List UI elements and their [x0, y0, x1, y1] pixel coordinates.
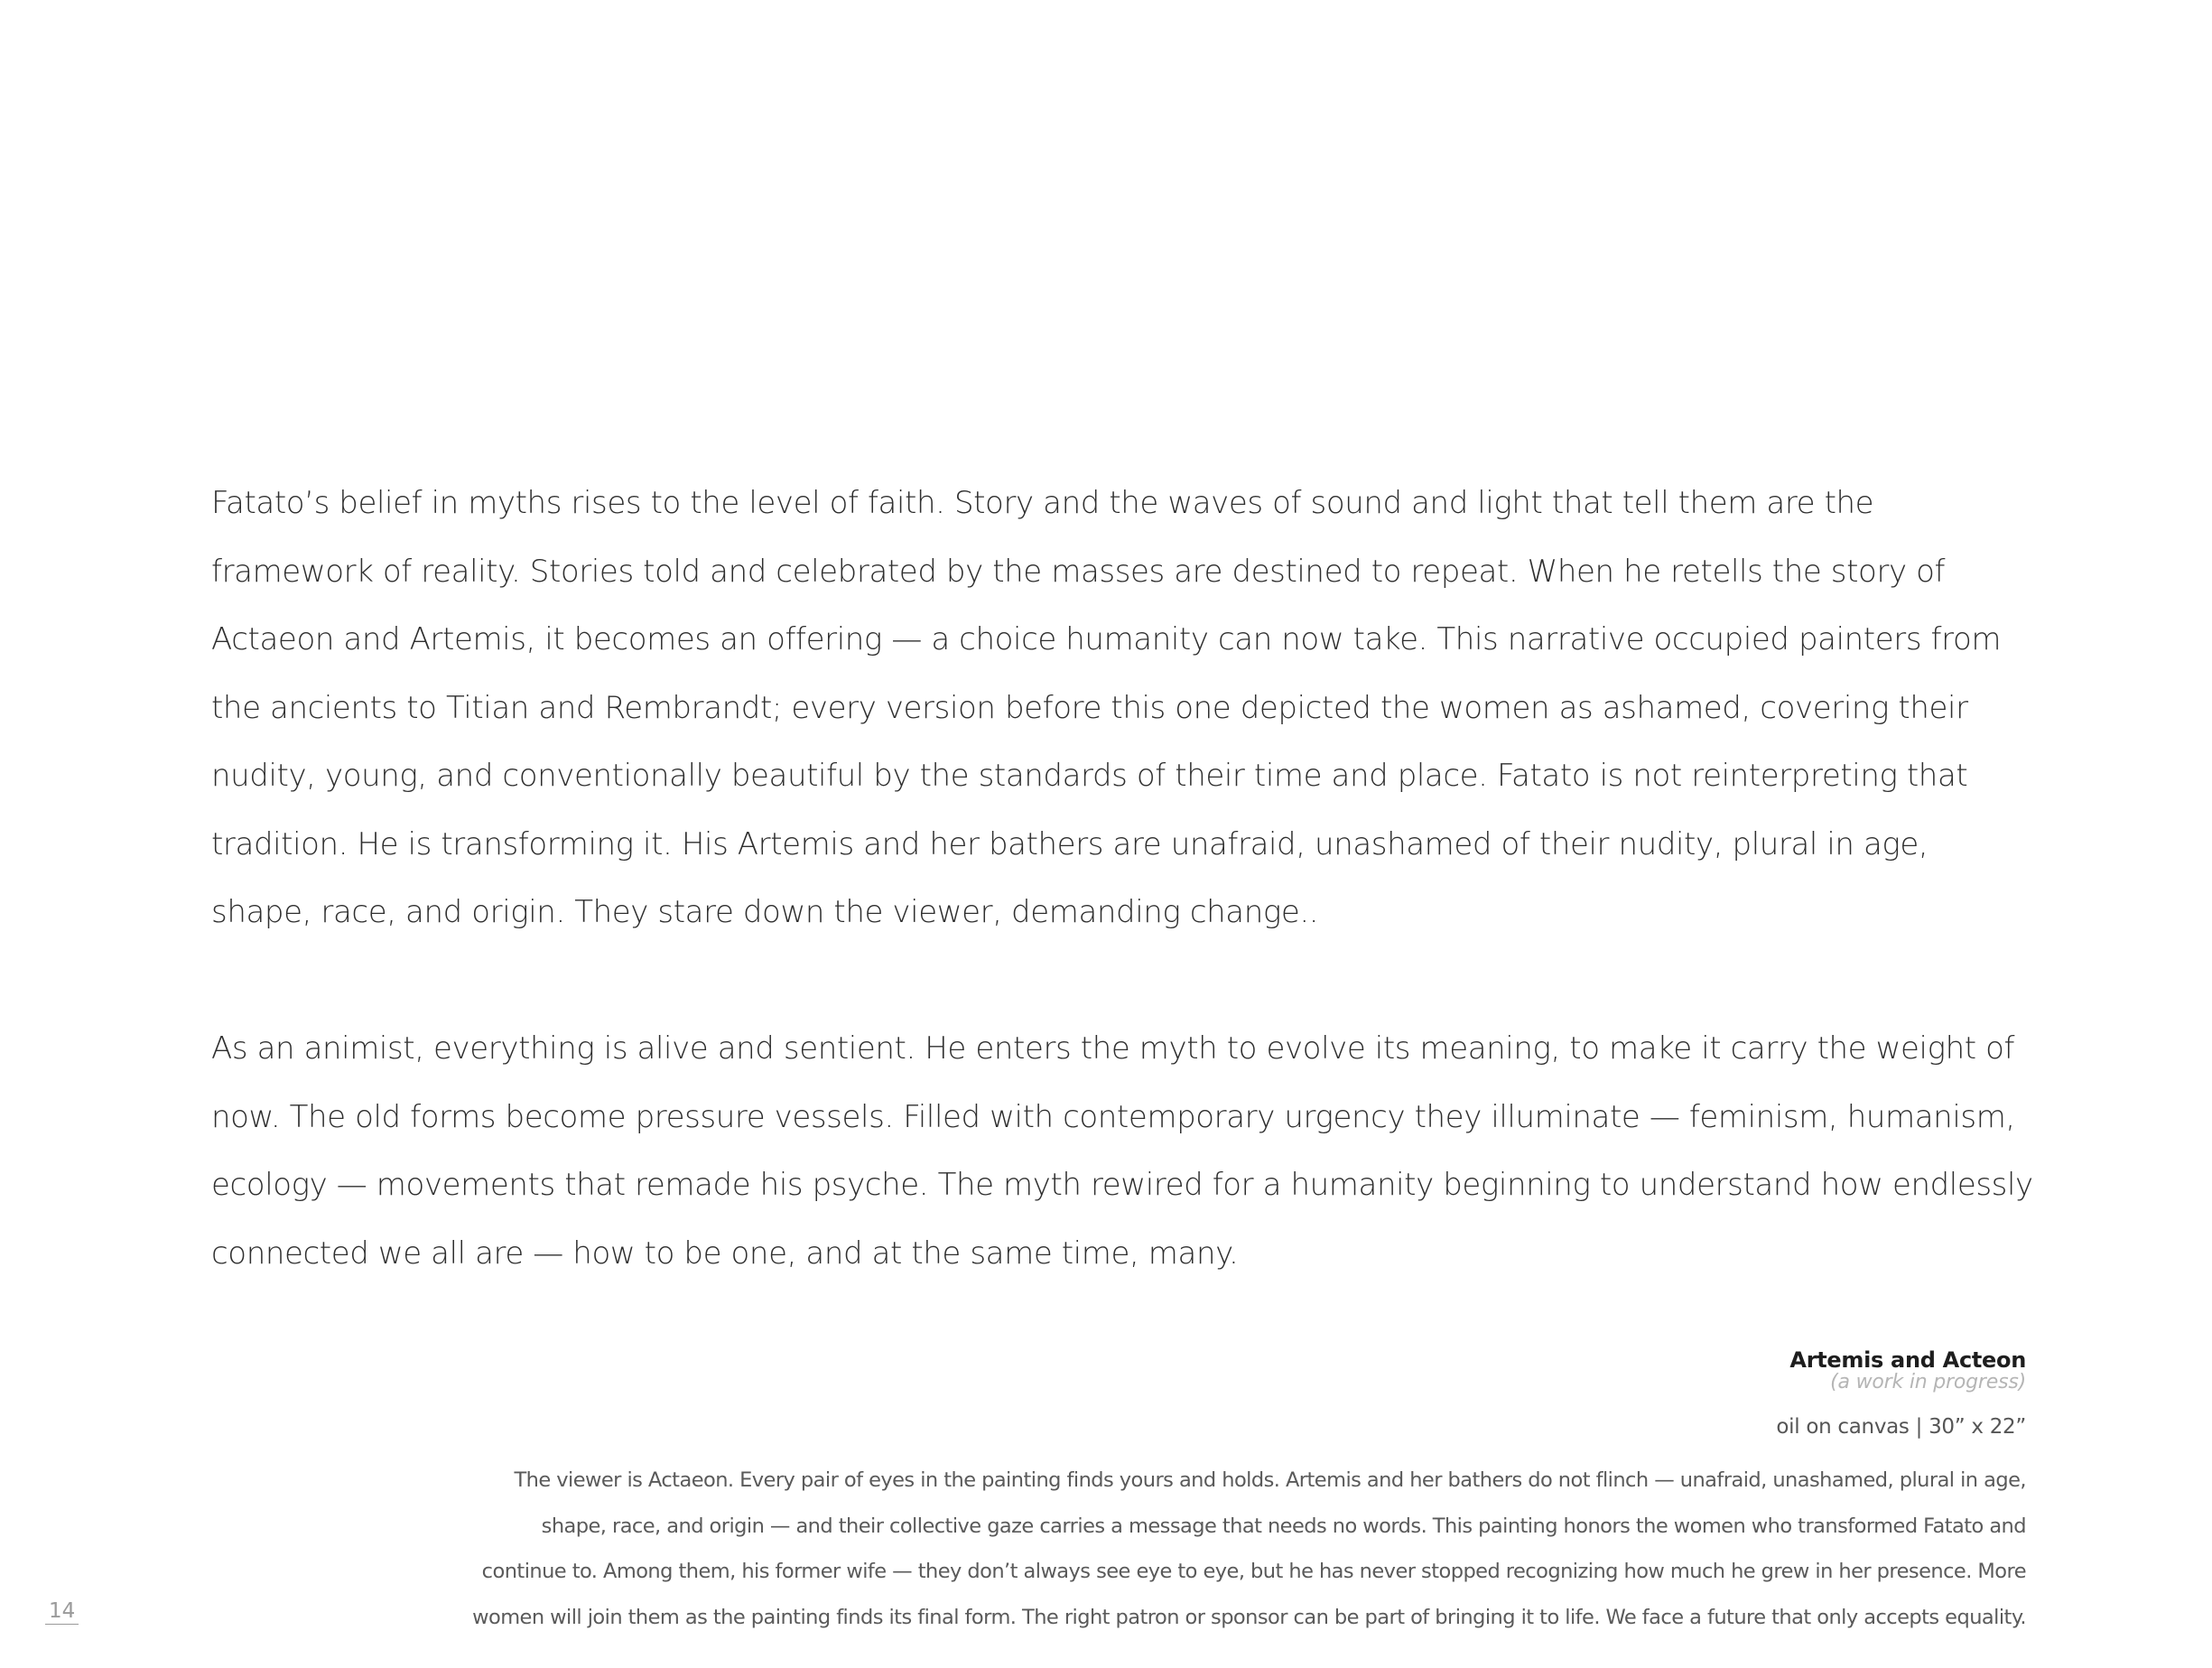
body-copy	[211, 470, 2035, 1288]
artwork-caption	[311, 1347, 2026, 1640]
body-paragraph-1: Fatato’s belief in myths rises to the level of faith. Story and the waves of sound and light that tell them are the framework of reality. Stories told and celebrated by the masses are destined to repeat. When he retells the story of Actaeon and Artemis, it becomes an offering — a choice humanity can now take. This narrative occupied painters from the ancients to Titian and Rembrandt; every version before this one depicted the women as ashamed, covering their nudity, young, and conventionally beautiful by the standards of their time and place. Fatato is not reinterpreting that tradition. He is transforming it. His Artemis and her bathers are unafraid, unashamed of their nudity, plural in age, shape, race, and origin. They stare down the viewer, demanding change..	[211, 485, 2002, 930]
artwork-description	[311, 1458, 2026, 1640]
artwork-description-line: women will join them as the painting finds its final form. The right patron or sponsor can be part of bringing it to life. We face a future that only accepts equality.	[472, 1605, 2026, 1629]
artwork-description-line: shape, race, and origin — and their collective gaze carries a message that needs no words. This painting honors the women who transformed Fatato and	[541, 1514, 2026, 1538]
artwork-description-line: The viewer is Actaeon. Every pair of eyes in the painting finds yours and holds. Artemis and her bathers do not flinch — unafraid, unashamed, plural in age,	[514, 1468, 2026, 1492]
page-number: 14	[45, 1600, 79, 1625]
body-paragraph-2: As an animist, everything is alive and sentient. He enters the myth to evolve its meaning, to make it carry the weight of now. The old forms become pressure vessels. Filled with contemporary urgency they illuminate — feminism, humanism, ecology — movements that remade his psyche. The myth rewired for a humanity beginning to understand how endlessly connected we all are — how to be one, and at the same time, many.	[211, 1030, 2033, 1272]
artwork-description-line: continue to. Among them, his former wife — they don’t always see eye to eye, but he has never stopped recognizing how much he grew in her presence. More	[481, 1560, 2026, 1583]
artwork-status: (a work in progress)	[1830, 1371, 2026, 1393]
artwork-medium: oil on canvas | 30” x 22”	[1776, 1415, 2026, 1439]
artwork-title: Artemis and Acteon	[1789, 1347, 2026, 1373]
